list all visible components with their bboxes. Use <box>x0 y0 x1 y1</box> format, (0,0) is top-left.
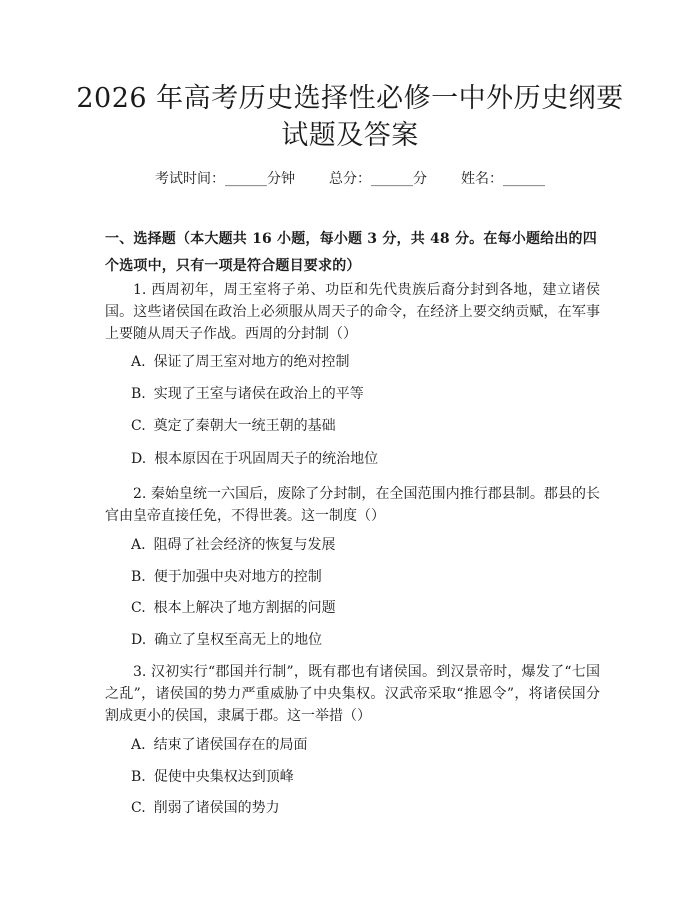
exam-title-line-1: 2026 年高考历史选择性必修一中外历史纲要 <box>76 83 624 114</box>
option-letter: B. <box>131 569 146 585</box>
question-2-option-b <box>131 567 322 587</box>
option-letter: D. <box>131 632 147 648</box>
question-1-option-b <box>131 384 364 404</box>
option-text: 促使中央集权达到顶峰 <box>153 769 294 785</box>
question-1-option-a <box>131 352 350 372</box>
question-3-option-a <box>131 735 308 755</box>
section-heading: 一、选择题（本大题共 16 小题，每小题 3 分，共 48 分。在每小题给出的四个选项中，只有一项是符合题目要求的） <box>105 231 597 274</box>
option-letter: B. <box>131 386 146 402</box>
question-2-option-c <box>131 598 336 618</box>
question-2-option-a <box>131 535 336 555</box>
question-3-stem: 3. 汉初实行“郡国并行制”，既有郡也有诸侯国。到汉景帝时，爆发了“七国之乱”，诸侯国的势力严重威胁了中央集权。汉武帝采取“推恩令”，将诸侯国分割成更小的侯国，隶属于郡。这一举措（） <box>105 664 600 724</box>
question-2-stem: 2. 秦始皇统一六国后，废除了分封制，在全国范围内推行郡县制。郡县的长官由皇帝直接任免，不得世袭。这一制度（） <box>105 486 600 524</box>
option-text: 阻碍了社会经济的恢复与发展 <box>153 537 336 553</box>
exam-meta <box>0 169 700 189</box>
question-1-stem: 1. 西周初年，周王室将子弟、功臣和先代贵族后裔分封到各地，建立诸侯国。这些诸侯国在政治上必须服从周天子的命令，在经济上要交纳贡赋，在军事上要随从周天子作战。西周的分封制（） <box>105 282 600 342</box>
question-2-option-d <box>131 630 322 650</box>
student-name-field: 姓名：______ <box>461 171 545 187</box>
total-score-field: 总分：______分 <box>329 171 427 187</box>
option-text: 实现了王室与诸侯在政治上的平等 <box>153 386 364 402</box>
option-letter: C. <box>131 800 146 816</box>
option-letter: C. <box>131 418 146 434</box>
option-text: 根本原因在于巩固周天子的统治地位 <box>154 451 379 467</box>
option-text: 便于加强中央对地方的控制 <box>153 569 322 585</box>
exam-time-field: 考试时间：______分钟 <box>155 171 295 187</box>
option-letter: A. <box>131 354 146 370</box>
option-text: 结束了诸侯国存在的局面 <box>153 737 308 753</box>
option-letter: A. <box>131 737 146 753</box>
option-letter: B. <box>131 769 146 785</box>
option-letter: A. <box>131 537 146 553</box>
option-text: 奠定了秦朝大一统王朝的基础 <box>153 418 336 434</box>
question-3-option-c <box>131 798 280 818</box>
option-letter: C. <box>131 600 146 616</box>
option-letter: D. <box>131 451 147 467</box>
exam-title-line-2: 试题及答案 <box>281 120 419 151</box>
option-text: 削弱了诸侯国的势力 <box>153 800 280 816</box>
question-1-option-d <box>131 449 378 469</box>
option-text: 保证了周王室对地方的绝对控制 <box>153 354 350 370</box>
option-text: 根本上解决了地方割据的问题 <box>153 600 336 616</box>
question-3-option-b <box>131 767 294 787</box>
question-1-option-c <box>131 416 336 436</box>
option-text: 确立了皇权至高无上的地位 <box>154 632 323 648</box>
